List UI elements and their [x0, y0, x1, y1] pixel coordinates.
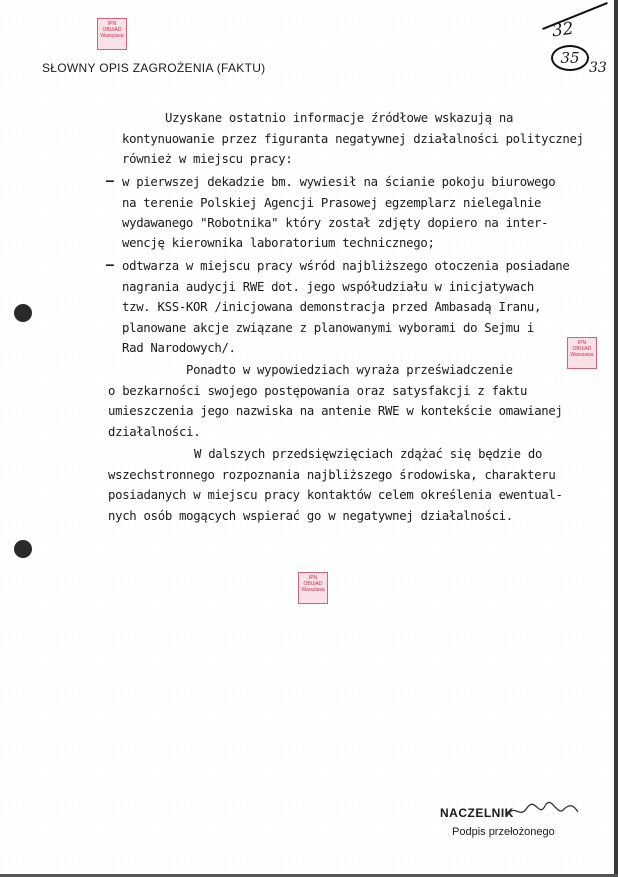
- punch-hole-upper: [14, 304, 32, 322]
- signature-title: NACZELNIK: [440, 806, 514, 820]
- bullet1-line: na terenie Polskiej Agencji Prasowej egzemplarz nielegalnie: [122, 196, 542, 210]
- paragraph3-line: nych osób mogących wspierać go w negatywnej działalności.: [108, 509, 513, 523]
- bullet2-line: nagrania audycji RWE dot. jego współudziału w inicjatywach: [122, 280, 534, 294]
- bullet-dash: –: [106, 258, 114, 273]
- bullet1-line: wydawanego "Robotnika" który został zdjęty dopiero na inter-: [122, 216, 549, 230]
- page-number-old: 32: [550, 18, 575, 42]
- document-heading: SŁOWNY OPIS ZAGROŻENIA (FAKTU): [42, 61, 266, 75]
- paragraph1-line: Uzyskane ostatnio informacje źródłowe wskazują na: [165, 111, 514, 125]
- paragraph2-line: umieszczenia jego nazwiska na antenie RWE w kontekście omawianej: [108, 404, 563, 418]
- archive-stamp-top: IPN OBUiAD Warszawa: [97, 18, 127, 50]
- archive-stamp-right: IPN OBUiAD Warszawa: [567, 337, 597, 369]
- bullet-dash: –: [106, 174, 114, 189]
- paragraph3-line: posiadanych w miejscu pracy kontaktów celem określenia ewentual-: [108, 488, 563, 502]
- bullet1-line: w pierwszej dekadzie bm. wywiesił na ścianie pokoju biurowego: [122, 175, 556, 189]
- handwritten-signature: [505, 798, 580, 822]
- bullet2-line: odtwarza w miejscu pracy wśród najbliższego otoczenia posiadane: [122, 259, 570, 273]
- scan-edge-right: [614, 0, 618, 877]
- bullet1-line: wencję kierownika laboratorium technicznego;: [122, 236, 435, 250]
- paragraph2-line: działalności.: [108, 425, 201, 439]
- paragraph2-line: Ponadto w wypowiedziach wyraża przeświadczenie: [186, 363, 513, 377]
- archive-stamp-center: IPN OBUiAD Warszawa: [298, 572, 328, 604]
- paragraph3-line: wszechstronnego rozpoznania najbliższego środowiska, charakteru: [108, 468, 556, 482]
- page-number-sheet: 33: [589, 60, 607, 76]
- bullet2-line: Rad Narodowych/.: [122, 341, 236, 355]
- signature-caption: Podpis przełożonego: [452, 826, 555, 838]
- bullet2-line: planowane akcje związane z planowanymi wyborami do Sejmu i: [122, 321, 534, 335]
- page-number-circled: 35: [551, 45, 589, 71]
- bullet2-line: tzw. KSS-KOR /inicjowana demonstracja przed Ambasadą Iranu,: [122, 300, 542, 314]
- punch-hole-lower: [14, 540, 32, 558]
- paragraph1-line: również w miejscu pracy:: [122, 152, 293, 166]
- paragraph2-line: o bezkarności swojego postępowania oraz satysfakcji z faktu: [108, 384, 528, 398]
- paragraph3-line: W dalszych przedsięwzięciach zdążać się będzie do: [194, 447, 543, 461]
- paragraph1-line: kontynuowanie przez figuranta negatywnej działalności politycznej: [122, 132, 584, 146]
